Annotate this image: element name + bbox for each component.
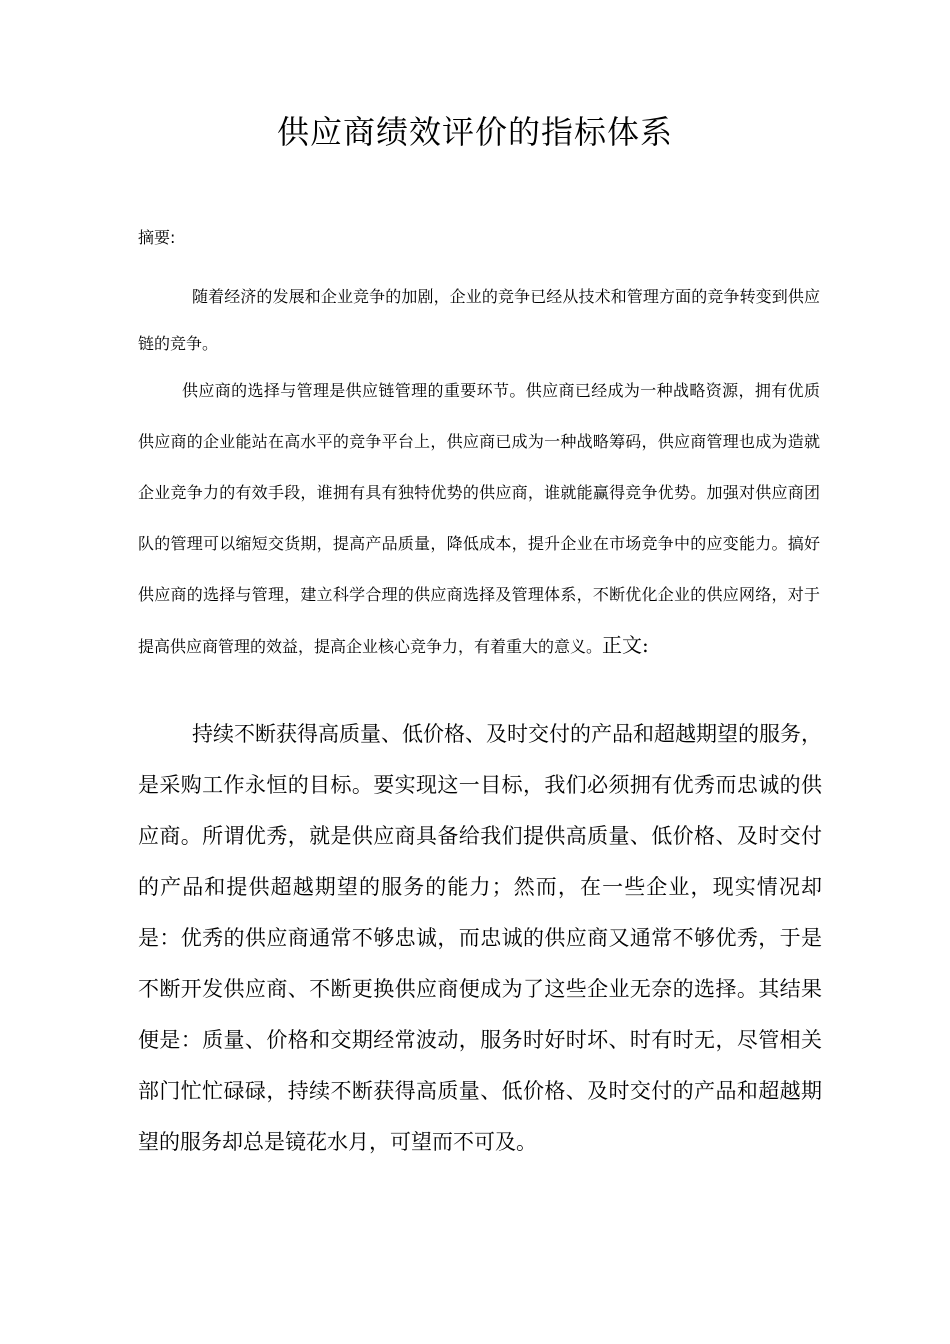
abstract-paragraph-2-text: 供应商的选择与管理是供应链管理的重要环节。供应商已经成为一种战略资源，拥有优质供应商的企业能站在高水平的竞争平台上，供应商已成为一种战略筹码，供应商管理也成为造就企业竞争力的有效手段，谁拥有具有独特优势的供应商，谁就能赢得竞争优势。加强对供应商团队的管理可以缩短交货期，提高产品质量，降低成本，提升企业在市场竞争中的应变能力。搞好供应商的选择与管理，建立科学合理的供应商选择及管理体系，不断优化企业的供应网络，对于提高供应商管理的效益，提高企业核心竞争力，有着重大的意义。 <box>138 381 820 656</box>
body-paragraph: 持续不断获得高质量、低价格、及时交付的产品和超越期望的服务，是采购工作永恒的目标。要实现这一目标，我们必须拥有优秀而忠诚的供应商。所谓优秀，就是供应商具备给我们提供高质量、低价格、及时交付的产品和提供超越期望的服务的能力；然而，在一些企业，现实情况却是：优秀的供应商通常不够忠诚，而忠诚的供应商又通常不够优秀，于是不断开发供应商、不断更换供应商便成为了这些企业无奈的选择。其结果便是：质量、价格和交期经常波动，服务时好时坏、时有时无，尽管相关部门忙忙碌碌，持续不断获得高质量、低价格、及时交付的产品和超越期望的服务却总是镜花水月，可望而不可及。 <box>138 722 822 1154</box>
abstract-label: 摘要: <box>138 228 176 247</box>
document-title: 供应商绩效评价的指标体系 <box>276 113 673 151</box>
abstract-paragraph-2 <box>138 365 820 672</box>
main-text-label: 正文: <box>602 633 649 657</box>
abstract-paragraph-1: 随着经济的发展和企业竞争的加剧，企业的竞争已经从技术和管理方面的竞争转变到供应链的竞争。 <box>138 287 820 353</box>
